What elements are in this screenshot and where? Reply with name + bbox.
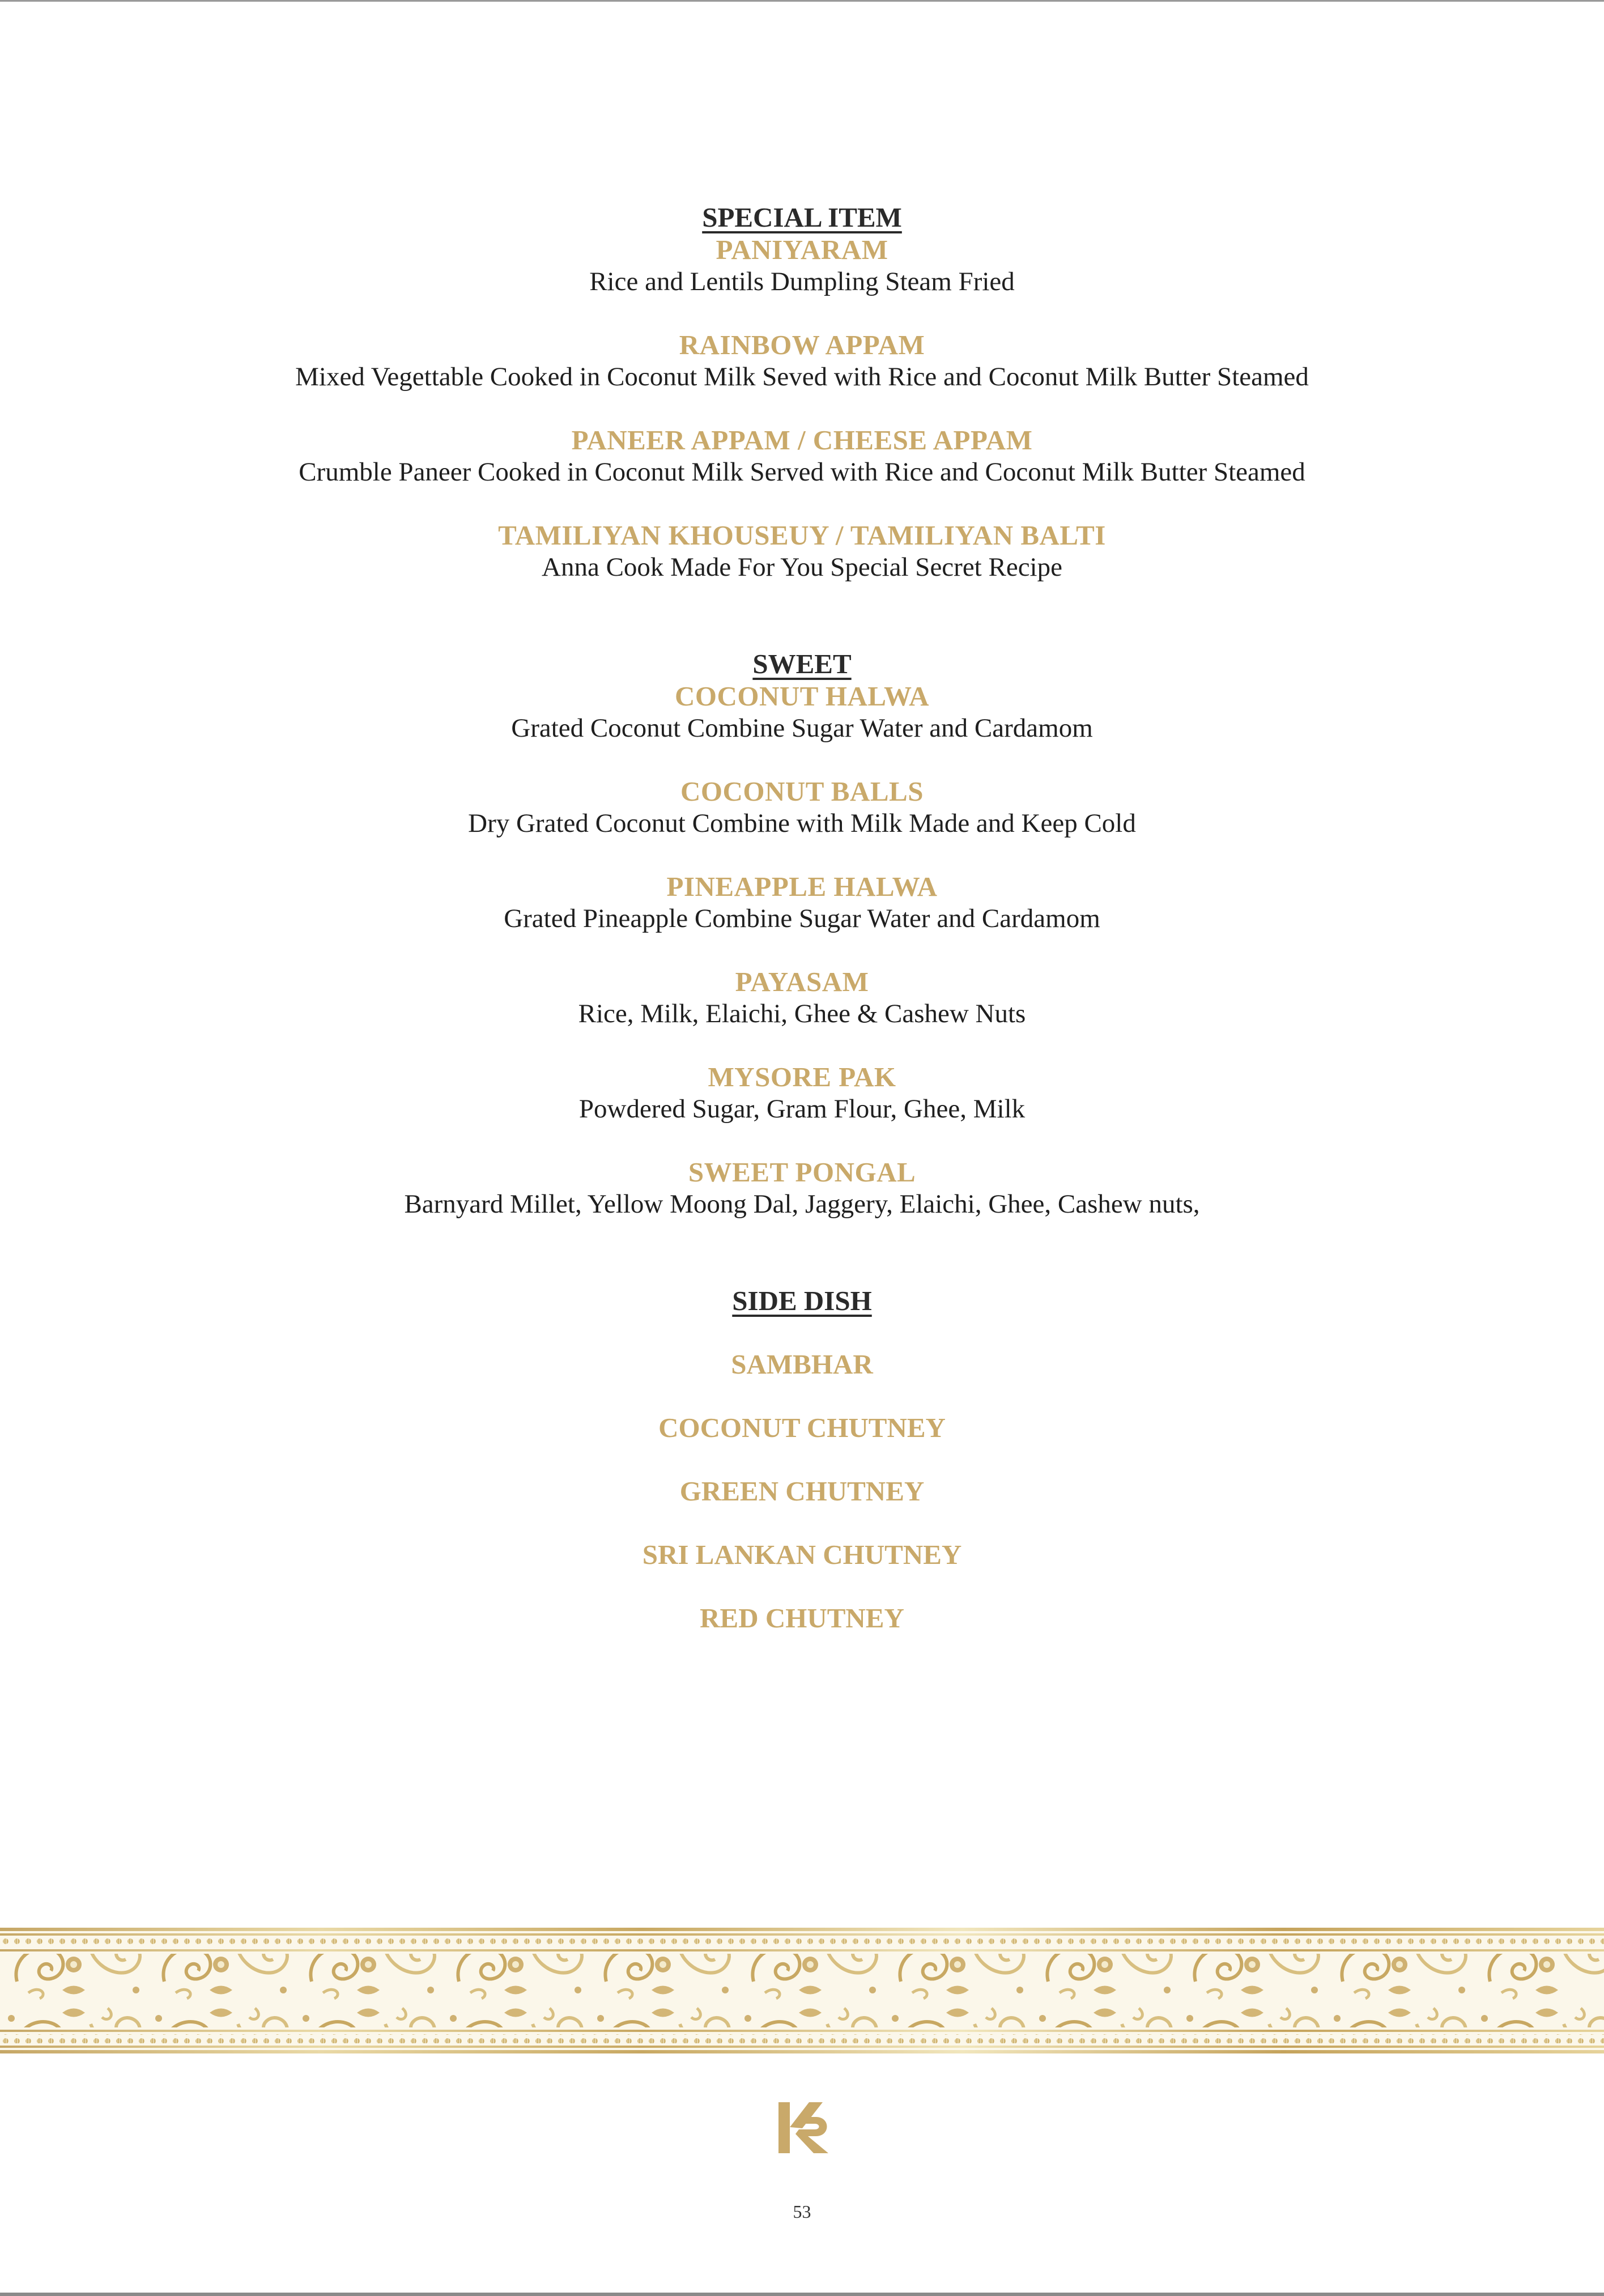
page-bottom-rule — [0, 2293, 1604, 2296]
menu-item-sweet-pongal — [0, 1156, 1604, 1220]
item-description: Grated Pineapple Combine Sugar Water and Cardamom — [504, 904, 1100, 933]
side-item-red-chutney: RED CHUTNEY — [700, 1602, 904, 1634]
item-name: SWEET PONGAL — [688, 1156, 916, 1188]
special-item-section — [0, 201, 1604, 583]
menu-item-paniyaram — [0, 233, 1604, 297]
menu-item-tamiliyan-khouseuy — [0, 519, 1604, 583]
section-title-side-dish: SIDE DISH — [732, 1285, 872, 1316]
item-description: Rice, Milk, Elaichi, Ghee & Cashew Nuts — [578, 999, 1026, 1028]
side-item-coconut-chutney: COCONUT CHUTNEY — [658, 1412, 946, 1443]
gold-paisley-border-icon — [0, 1928, 1604, 2053]
item-description: Rice and Lentils Dumpling Steam Fried — [589, 267, 1015, 296]
item-description: Mixed Vegettable Cooked in Coconut Milk Seved with Rice and Coconut Milk Butter Steamed — [295, 362, 1309, 392]
menu-item-mysore-pak — [0, 1061, 1604, 1125]
item-description: Anna Cook Made For You Special Secret Recipe — [542, 552, 1062, 582]
item-description: Barnyard Millet, Yellow Moong Dal, Jaggery, Elaichi, Ghee, Cashew nuts, — [404, 1189, 1200, 1219]
sweet-section — [0, 648, 1604, 1220]
item-name: PANIYARAM — [716, 234, 888, 265]
menu-item-pineapple-halwa — [0, 870, 1604, 934]
item-name: RAINBOW APPAM — [679, 329, 925, 360]
page-top-rule — [0, 0, 1604, 2]
menu-item-payasam — [0, 966, 1604, 1030]
menu-item-coconut-balls — [0, 775, 1604, 839]
item-name: PANEER APPAM / CHEESE APPAM — [571, 424, 1033, 456]
item-name: TAMILIYAN KHOUSEUY / TAMILIYAN BALTI — [498, 520, 1106, 551]
side-dish-section — [0, 1285, 1604, 1634]
item-description: Grated Coconut Combine Sugar Water and Cardamom — [511, 713, 1093, 743]
item-description: Dry Grated Coconut Combine with Milk Made and Keep Cold — [468, 809, 1136, 838]
item-name: COCONUT BALLS — [680, 776, 924, 807]
item-name: PAYASAM — [735, 966, 869, 997]
side-item-green-chutney: GREEN CHUTNEY — [679, 1476, 925, 1507]
item-name: MYSORE PAK — [708, 1061, 896, 1092]
section-title-sweet: SWEET — [752, 648, 852, 679]
item-name: PINEAPPLE HALWA — [666, 871, 938, 902]
section-title-special-item: SPECIAL ITEM — [702, 202, 902, 233]
menu-item-paneer-appam — [0, 424, 1604, 488]
menu-item-coconut-halwa — [0, 680, 1604, 744]
item-description: Crumble Paneer Cooked in Coconut Milk Served with Rice and Coconut Milk Butter Steamed — [299, 457, 1305, 487]
item-name: COCONUT HALWA — [675, 681, 929, 712]
kr-monogram-logo-icon — [776, 2100, 839, 2155]
side-item-sri-lankan-chutney: SRI LANKAN CHUTNEY — [642, 1539, 962, 1570]
side-item-sambhar: SAMBHAR — [731, 1349, 873, 1380]
page-number: 53 — [793, 2201, 811, 2222]
item-description: Powdered Sugar, Gram Flour, Ghee, Milk — [578, 1094, 1026, 1124]
menu-item-rainbow-appam — [0, 329, 1604, 393]
